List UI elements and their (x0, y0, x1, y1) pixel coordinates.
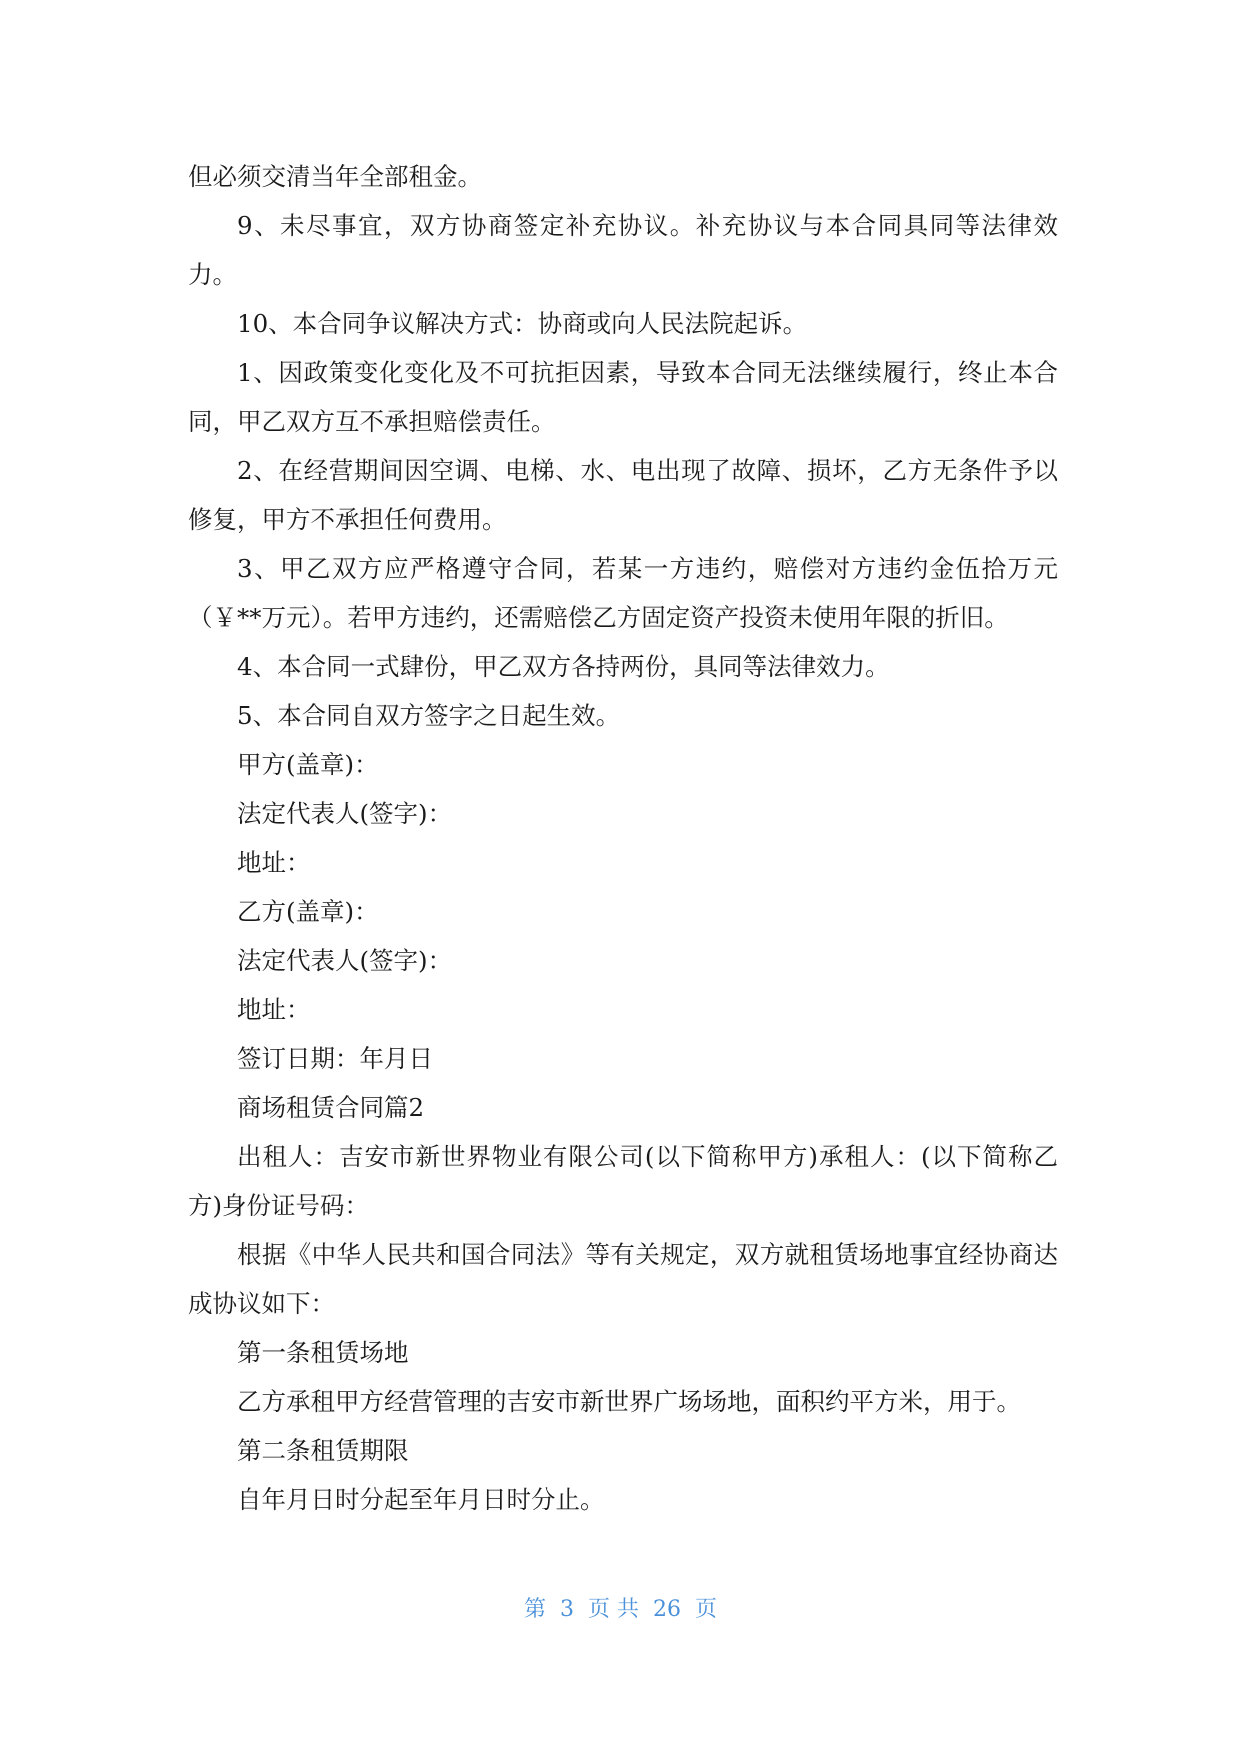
article-heading: 第二条租赁期限 (237, 1436, 409, 1465)
paragraph: 5、本合同自双方签字之日起生效。 (237, 701, 621, 730)
paragraph: 乙方承租甲方经营管理的吉安市新世界广场场地，面积约平方米，用于。 (237, 1387, 1021, 1416)
signing-date: 签订日期：年月日 (237, 1044, 433, 1073)
signature-line: 乙方(盖章)： (237, 897, 379, 926)
paragraph: 9、未尽事宜，双方协商签定补充协议。补充协议与本合同具同等法律效力。 (188, 211, 1058, 289)
article-heading: 第一条租赁场地 (237, 1338, 409, 1367)
signature-line: 法定代表人(签字)： (237, 946, 453, 975)
paragraph: 自年月日时分起至年月日时分止。 (237, 1485, 605, 1514)
signature-line: 地址： (237, 995, 311, 1024)
paragraph: 2、在经营期间因空调、电梯、水、电出现了故障、损坏，乙方无条件予以修复，甲方不承担任何费用。 (188, 456, 1058, 534)
paragraph: 根据《中华人民共和国合同法》等有关规定，双方就租赁场地事宜经协商达成协议如下： (188, 1240, 1058, 1318)
document-body (188, 152, 1058, 1524)
section-heading: 商场租赁合同篇2 (237, 1093, 425, 1122)
page-number-footer: 第 3 页 共 26 页 (524, 1597, 717, 1622)
paragraph: 出租人：吉安市新世界物业有限公司(以下简称甲方)承租人：(以下简称乙方)身份证号码： (188, 1142, 1058, 1220)
signature-line: 地址： (237, 848, 311, 877)
paragraph: 3、甲乙双方应严格遵守合同，若某一方违约，赔偿对方违约金伍拾万元（￥**万元）。若甲方违约，还需赔偿乙方固定资产投资未使用年限的折旧。 (188, 554, 1058, 632)
paragraph: 但必须交清当年全部租金。 (188, 162, 482, 191)
paragraph: 10、本合同争议解决方式：协商或向人民法院起诉。 (237, 309, 808, 338)
paragraph: 4、本合同一式肆份，甲乙双方各持两份，具同等法律效力。 (237, 652, 890, 681)
signature-line: 甲方(盖章)： (237, 750, 379, 779)
paragraph: 1、因政策变化变化及不可抗拒因素，导致本合同无法继续履行，终止本合同，甲乙双方互不承担赔偿责任。 (188, 358, 1058, 436)
signature-line: 法定代表人(签字)： (237, 799, 453, 828)
